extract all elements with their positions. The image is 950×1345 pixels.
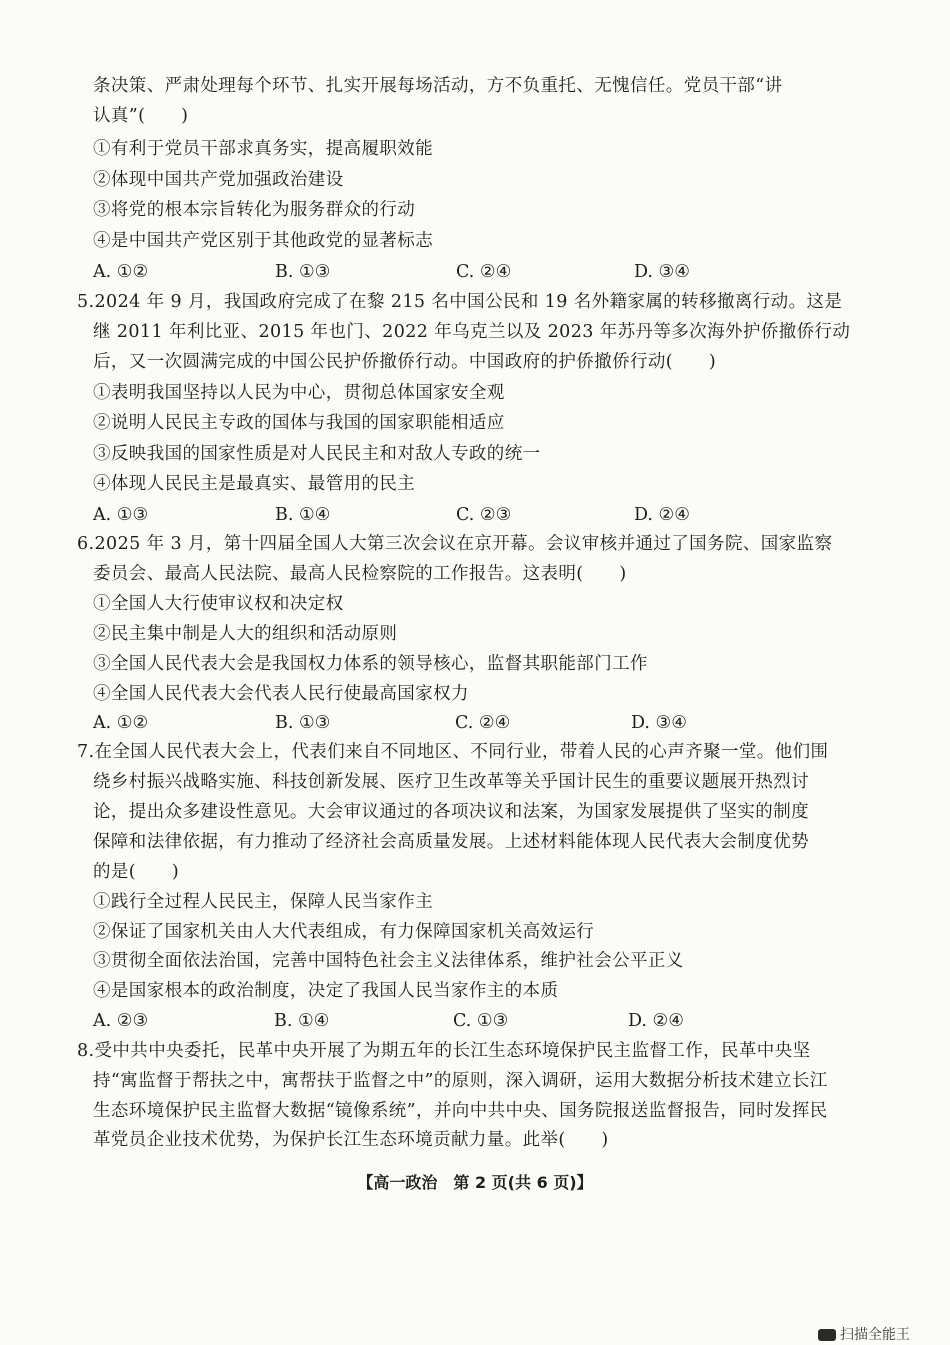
q7-stem-line-4: 保障和法律依据，有力推动了经济社会高质量发展。上述材料能体现人民代表大会制度优势: [93, 832, 809, 852]
q7-stem-line-3: 论，提出众多建设性意见。大会审议通过的各项决议和法案，为国家发展提供了坚实的制度: [93, 802, 809, 822]
q4-choice-b: B. ①③: [275, 262, 331, 282]
q5-choice-c: C. ②③: [456, 505, 512, 525]
q4-choice-d: D. ③④: [634, 262, 690, 282]
q6-choice-c: C. ②④: [455, 713, 511, 733]
scanner-logo-icon: [818, 1329, 836, 1341]
q5-stem-line-2: 继 2011 年利比亚、2015 年也门、2022 年乌克兰以及 2023 年苏丹等多次海外护侨撤侨行动: [93, 322, 851, 342]
q7-choice-c: C. ①③: [453, 1011, 509, 1031]
q7-item-4: ④是国家根本的政治制度，决定了我国人民当家作主的本质: [93, 981, 559, 1001]
q6-stem-line-2: 委员会、最高人民法院、最高人民检察院的工作报告。这表明( ): [93, 564, 627, 584]
q4-item-1: ①有利于党员干部求真务实，提高履职效能: [93, 139, 434, 159]
q6-choice-b: B. ①③: [275, 713, 331, 733]
q7-item-1: ①践行全过程人民民主，保障人民当家作主: [93, 892, 434, 912]
q6-item-2: ②民主集中制是人大的组织和活动原则: [93, 624, 398, 644]
q4-item-3: ③将党的根本宗旨转化为服务群众的行动: [93, 200, 416, 220]
q4-choice-a: A. ①②: [93, 262, 149, 282]
q5-stem-line-1: 5.2024 年 9 月，我国政府完成了在黎 215 名中国公民和 19 名外籍家属的转移撤离行动。这是: [77, 292, 843, 312]
q7-item-2: ②保证了国家机关由人大代表组成，有力保障国家机关高效运行: [93, 922, 595, 942]
q7-stem-line-2: 绕乡村振兴战略实施、科技创新发展、医疗卫生改革等关乎国计民生的重要议题展开热烈讨: [93, 772, 809, 792]
q4-item-2: ②体现中国共产党加强政治建设: [93, 170, 344, 190]
q4-stem-line-1: 条决策、严肃处理每个环节、扎实开展每场活动，方不负重托、无愧信任。党员干部“讲: [93, 76, 783, 96]
q5-choice-a: A. ①③: [93, 505, 149, 525]
q6-choice-d: D. ③④: [631, 713, 687, 733]
q7-item-3: ③贯彻全面依法治国，完善中国特色社会主义法律体系，维护社会公平正义: [93, 951, 684, 971]
q8-stem-line-4: 革党员企业技术优势，为保护长江生态环境贡献力量。此举( ): [93, 1130, 609, 1150]
q5-choice-b: B. ①④: [275, 505, 331, 525]
q4-stem-line-2: 认真”( ): [93, 106, 189, 126]
q5-stem-line-3: 后，又一次圆满完成的中国公民护侨撤侨行动。中国政府的护侨撤侨行动( ): [93, 352, 717, 372]
q6-item-4: ④全国人民代表大会代表人民行使最高国家权力: [93, 684, 469, 704]
q6-item-1: ①全国人大行使审议权和决定权: [93, 594, 344, 614]
q5-item-4: ④体现人民民主是最真实、最管用的民主: [93, 474, 416, 494]
scanner-watermark: [818, 1327, 910, 1343]
q8-stem-line-3: 生态环境保护民主监督大数据“镜像系统”，并向中共中央、国务院报送监督报告，同时发挥民: [93, 1101, 828, 1121]
scanner-watermark-text: 扫描全能王: [840, 1327, 910, 1343]
q4-item-4: ④是中国共产党区别于其他政党的显著标志: [93, 231, 434, 251]
page-footer: 【高一政治 第 2 页(共 6 页)】: [357, 1173, 593, 1192]
q5-item-3: ③反映我国的国家性质是对人民民主和对敌人专政的统一: [93, 444, 541, 464]
q8-stem-line-2: 持“寓监督于帮扶之中，寓帮扶于监督之中”的原则，深入调研，运用大数据分析技术建立长江: [93, 1071, 828, 1091]
q8-stem-line-1: 8.受中共中央委托，民革中央开展了为期五年的长江生态环境保护民主监督工作，民革中央坚: [77, 1041, 811, 1061]
q7-choice-d: D. ②④: [628, 1011, 684, 1031]
q5-item-1: ①表明我国坚持以人民为中心，贯彻总体国家安全观: [93, 383, 505, 403]
q5-choice-d: D. ②④: [634, 505, 690, 525]
q7-choice-b: B. ①④: [274, 1011, 330, 1031]
q6-choice-a: A. ①②: [93, 713, 149, 733]
q7-stem-line-1: 7.在全国人民代表大会上，代表们来自不同地区、不同行业，带着人民的心声齐聚一堂。他们围: [77, 742, 829, 762]
q7-stem-line-5: 的是( ): [93, 862, 180, 882]
q5-item-2: ②说明人民民主专政的国体与我国的国家职能相适应: [93, 413, 505, 433]
q6-item-3: ③全国人民代表大会是我国权力体系的领导核心，监督其职能部门工作: [93, 654, 648, 674]
q7-choice-a: A. ②③: [93, 1011, 149, 1031]
q6-stem-line-1: 6.2025 年 3 月，第十四届全国人大第三次会议在京开幕。会议审核并通过了国务院、国家监察: [77, 534, 833, 554]
q4-choice-c: C. ②④: [456, 262, 512, 282]
